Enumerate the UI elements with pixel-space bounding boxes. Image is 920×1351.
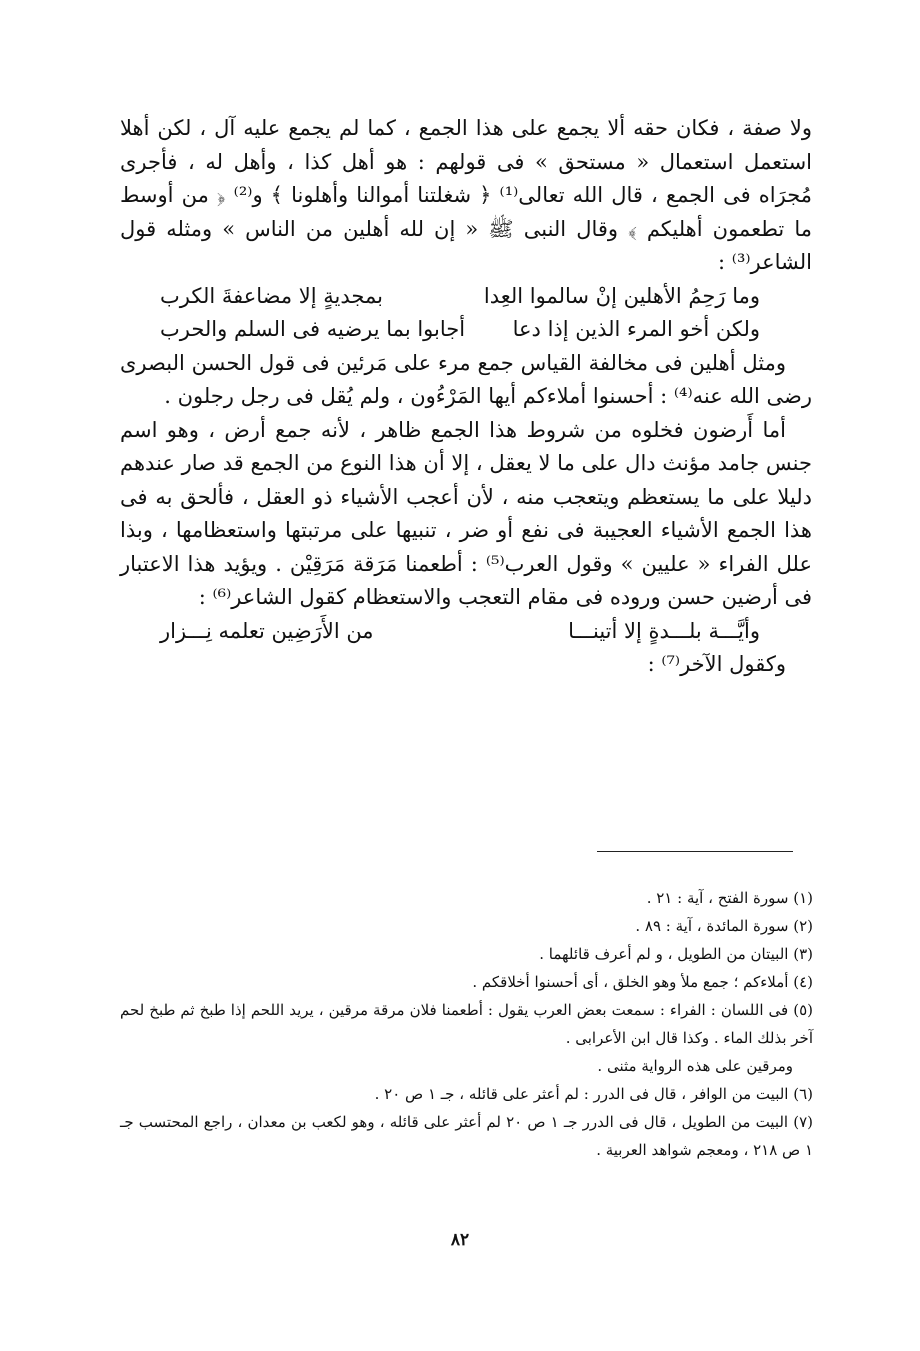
verse-hemistich-left: من الأَرَضِين تعلمه نِـــزار: [160, 618, 374, 643]
main-text: [120, 112, 812, 682]
verse-block-1: [120, 280, 812, 347]
verse-hemistich-right: وأيَّـــة بلـــدةٍ إلا أتينـــا: [568, 618, 760, 643]
paragraph-2: ومثل أهلين فى مخالفة القياس جمع مرء على مَرئين فى قول الحسن البصرى رضى الله عنه⁽⁴⁾ : أحسنوا أملاءكم أيها المَرْءُون ، ولم يُقل فى رجل رجلون .: [120, 350, 812, 408]
verse-line-3: [160, 615, 760, 649]
footnote-1: (١) سورة الفتح ، آية : ٢١ .: [646, 889, 813, 907]
verse-hemistich-right: ولكن أخو المرء الذين إذا دعا: [512, 317, 760, 341]
footnote-2: (٢) سورة المائدة ، آية : ٨٩ .: [635, 917, 813, 935]
verse-hemistich-left: أجابوا بما يرضيه فى السلم والحرب: [160, 317, 466, 341]
footnote-4: (٤) أملاءكم ؛ جمع ملأ وهو الخلق ، أى أحسنوا أخلاقكم .: [472, 973, 813, 991]
verse-line-2: [160, 313, 760, 347]
footnote-7: (٧) البيت من الطويل ، قال فى الدرر جـ ١ ص ٢٠ لم أعثر على قائله ، وهو لكعب بن معدان ، راجع المحتسب جـ ١ ص ٢١٨ ، ومعجم شواهد العربية .: [120, 1113, 814, 1159]
paragraph-3: أما أَرضون فخلوه من شروط هذا الجمع ظاهر ، لأنه جمع أرض ، وهو اسم جنس جامد مؤنث دال على ما لا يعقل ، إلا أن هذا النوع من الجمع قد صار عندهم دليلا على ما يستعظم ويتعجب منه ، لأن أعجب الأشياء ذو العقل ، فألحق به فى هذا الجمع الأشياء العجيبة فى نفع أو ضر ، تنبيها على مرتبتها واستعظامها ، وبذا علل الفراء « عليين » وقول العرب⁽⁵⁾ : أطعمنا مَرَقة مَرَقِيْن . ويؤيد هذا الاعتبار فى أرضين حسن وروده فى مقام التعجب والاستعظام كقول الشاعر⁽⁶⁾ :: [120, 417, 812, 609]
footnote-6: (٦) البيت من الوافر ، قال فى الدرر : لم أعثر على قائله ، جـ ١ ص ٢٠ .: [374, 1085, 813, 1103]
footnote-3: (٣) البيتان من الطويل ، و لم أعرف قائلهما .: [539, 945, 813, 963]
footnote-5: (٥) فى اللسان : الفراء : سمعت بعض العرب يقول : أطعمنا فلان مرقة مرقين ، يريد اللحم إذا طبخ ثم طبخ لحم آخر بذلك الماء . وكذا قال ابن الأعرابى .: [120, 1001, 813, 1047]
paragraph-4: وكقول الآخر⁽⁷⁾ :: [647, 652, 786, 676]
verse-block-2: [120, 615, 812, 649]
verse-hemistich-right: وما رَحِمُ الأهلين إنْ سالموا العِدا: [483, 283, 760, 308]
paragraph-1: ولا صفة ، فكان حقه ألا يجمع على هذا الجمع ، كما لم يجمع عليه آل ، لكن أهلا استعمل استعمال « مستحق » فى قولهم : هو أهل كذا ، وأهل له ، فأجرى مُجرَاه فى الجمع ، قال الله تعالى⁽¹⁾ ﴿ شغلتنا أموالنا وأهلونا ﴾ و⁽²⁾ ﴿ من أوسط ما تطعمون أهليكم ﴾ وقال النبى ﷺ « إن لله أهلين من الناس » ومثله قول الشاعر⁽³⁾ :: [120, 116, 812, 274]
verse-hemistich-left: بمجديةٍ إلا مضاعفةَ الكرب: [160, 283, 383, 308]
footnotes: [120, 884, 813, 1164]
verse-line-1: [160, 280, 760, 314]
page-number: ٨٢: [450, 1230, 470, 1250]
footnote-separator: [597, 851, 793, 852]
footnote-5-continuation: ومرقين على هذه الرواية مثنى .: [597, 1057, 793, 1075]
